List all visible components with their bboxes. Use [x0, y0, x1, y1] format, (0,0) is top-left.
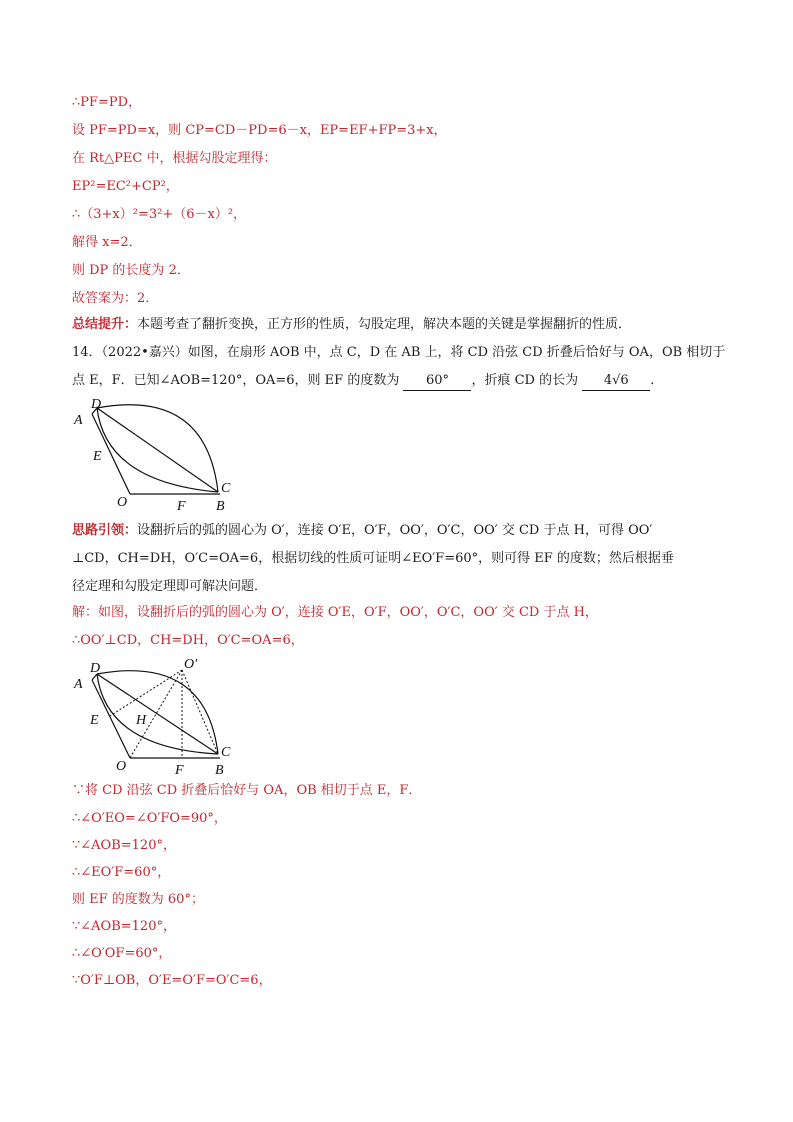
- problem-text: 点 E，F．已知∠AOB=120°，OA=6，则 EF 的度数为: [72, 373, 400, 388]
- text-line: ∴（3+x）²=3²+（6－x）²，: [72, 207, 247, 222]
- label-c: C: [221, 481, 231, 496]
- text-line: 在 Rt△PEC 中，根据勾股定理得：: [72, 151, 277, 166]
- solution-line: ∵O′F⊥OB，O′E=O′F=O′C=6，: [72, 973, 272, 988]
- label-c: C: [221, 745, 231, 760]
- guide-text: 设翻折后的弧的圆心为 O′，连接 O′E，O′F，OO′，O′C，OO′ 交 CD 于点 H，可得 OO′: [137, 523, 653, 538]
- label-e: E: [90, 713, 99, 728]
- guide-line-2: ⊥CD，CH=DH，O′C=OA=6，根据切线的性质可证明∠EO′F=60°，则可得 EF 的度数；然后根据垂: [72, 551, 674, 566]
- solution-line: ∵将 CD 沿弦 CD 折叠后恰好与 OA，OB 相切于点 E，F．: [72, 783, 422, 798]
- problem-text: ．: [650, 373, 664, 388]
- problem-line-1: 14．（2022•嘉兴）如图，在扇形 AOB 中，点 C，D 在 AB 上，将 CD 沿弦 CD 折叠后恰好与 OA，OB 相切于: [72, 345, 726, 360]
- label-o: O: [116, 759, 127, 774]
- label-f: F: [175, 763, 184, 778]
- figure-1: [66, 394, 246, 516]
- text-line: 设 PF=PD=x，则 CP=CD－PD=6－x，EP=EF+FP=3+x，: [72, 123, 447, 138]
- guide-line-1: [72, 522, 652, 540]
- summary-text: 本题考查了翻折变换，正方形的性质，勾股定理，解决本题的关键是掌握翻折的性质．: [137, 317, 632, 332]
- problem-text: ，折痕 CD 的长为: [471, 373, 579, 388]
- solution-line: ∴∠O′OF=60°，: [72, 946, 172, 961]
- label-o: O: [117, 495, 128, 510]
- figure-2: [66, 654, 246, 778]
- solution-line: ∵∠AOB=120°，: [72, 919, 176, 934]
- label-a: A: [74, 677, 83, 692]
- answer-blank-1: 60°: [403, 372, 471, 391]
- label-f: F: [177, 499, 186, 514]
- text-line: 解得 x=2．: [72, 235, 142, 250]
- guide-label: 思路引领：: [72, 523, 138, 538]
- summary: [72, 316, 631, 334]
- solution-line: ∴OO′⊥CD，CH=DH，O′C=OA=6，: [72, 633, 304, 648]
- label-d: D: [90, 661, 101, 676]
- label-o-prime: O′: [184, 657, 198, 672]
- label-b: B: [215, 763, 224, 778]
- summary-label: 总结提升：: [72, 317, 138, 332]
- segment-o1e: [110, 670, 182, 716]
- text-line: 则 DP 的长度为 2．: [72, 263, 190, 278]
- solution-line: ∵∠AOB=120°，: [72, 838, 176, 853]
- text-line: ∴PF=PD，: [72, 95, 142, 110]
- solution-line: ∴∠EO′F=60°，: [72, 865, 171, 880]
- label-h: H: [136, 713, 147, 728]
- label-a: A: [74, 413, 83, 428]
- problem-line-2: [72, 372, 663, 391]
- solution-line: 则 EF 的度数为 60°；: [72, 892, 204, 907]
- text-line: 故答案为：2．: [72, 291, 159, 306]
- text-line: EP²=EC²+CP²，: [72, 179, 179, 194]
- answer-blank-2: 4√6: [582, 372, 650, 391]
- solution-line: ∴∠O′EO=∠O′FO=90°，: [72, 811, 227, 826]
- guide-line-3: 径定理和勾股定理即可解决问题．: [72, 579, 268, 594]
- label-d: D: [91, 397, 102, 412]
- label-b: B: [216, 499, 225, 514]
- label-e: E: [93, 449, 102, 464]
- solution-line: 解：如图，设翻折后的弧的圆心为 O′，连接 O′E，O′F，OO′，O′C，OO′ 交 CD 于点 H，: [72, 605, 598, 620]
